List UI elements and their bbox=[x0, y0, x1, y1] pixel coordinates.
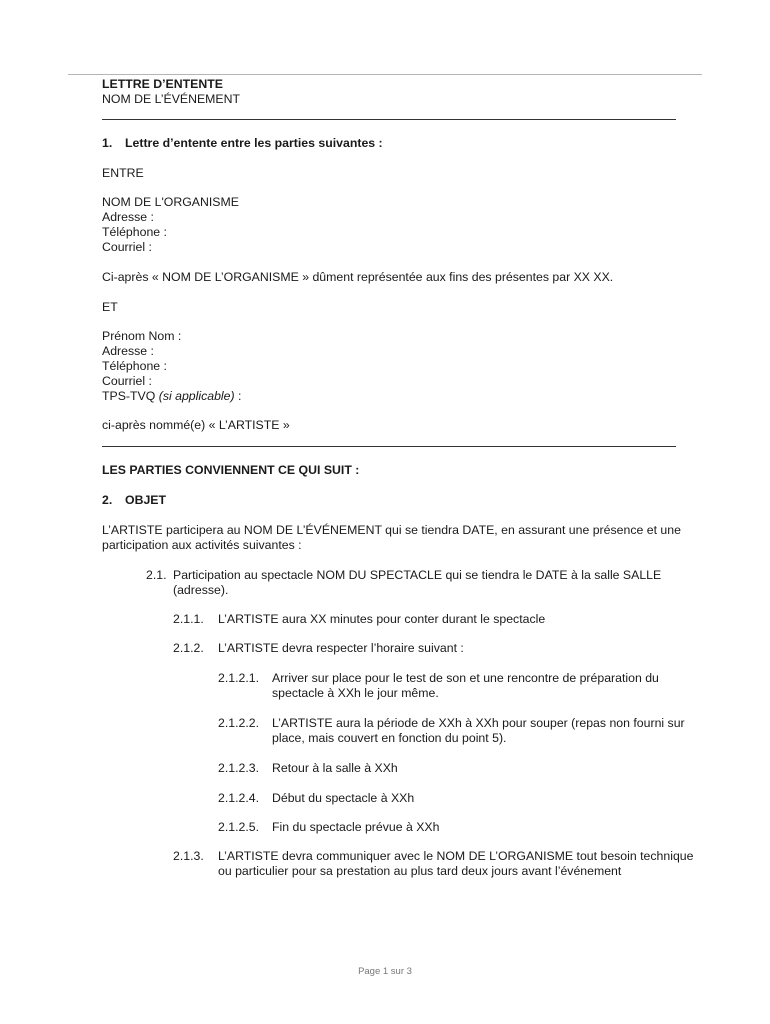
document-title: LETTRE D’ENTENTE bbox=[102, 77, 223, 91]
org-phone-label: Téléphone : bbox=[102, 225, 167, 239]
artist-named: ci-après nommé(e) « L’ARTISTE » bbox=[102, 418, 290, 432]
artist-address-label: Adresse : bbox=[102, 344, 154, 358]
page-top-rule bbox=[68, 74, 702, 75]
schedule-item-number: 2.1.2.5. bbox=[218, 820, 260, 834]
section-2-heading: OBJET bbox=[125, 493, 166, 507]
schedule-item-text: Début du spectacle à XXh bbox=[272, 791, 415, 805]
item-2-1-text: Participation au spectacle NOM DU SPECTACLE qui se tiendra le DATE à la salle SALLE (adresse). bbox=[173, 568, 662, 597]
schedule-item-number: 2.1.2.3. bbox=[218, 761, 260, 775]
item-2-1-1-text: L’ARTISTE aura XX minutes pour conter durant le spectacle bbox=[218, 612, 546, 626]
entre-label: ENTRE bbox=[102, 166, 144, 180]
schedule-item-text: Fin du spectacle prévue à XXh bbox=[272, 820, 440, 834]
section-1-number: 1. bbox=[102, 136, 113, 150]
separator-line bbox=[102, 446, 676, 447]
item-2-1-1-number: 2.1.1. bbox=[173, 612, 204, 626]
org-representation: Ci-après « NOM DE L’ORGANISME » dûment représentée aux fins des présentes par XX XX. bbox=[102, 270, 614, 284]
separator-line bbox=[102, 119, 676, 120]
org-address-label: Adresse : bbox=[102, 210, 154, 224]
item-2-1-2-text: L’ARTISTE devra respecter l’horaire suivant : bbox=[218, 641, 464, 655]
section-2-number: 2. bbox=[102, 493, 113, 507]
section-2-intro-line-1: L’ARTISTE participera au NOM DE L’ÉVÉNEMENT qui se tiendra DATE, en assurant une présence et une bbox=[102, 523, 681, 537]
artist-phone-label: Téléphone : bbox=[102, 359, 167, 373]
schedule-item-text: Retour à la salle à XXh bbox=[272, 761, 398, 775]
tax-prefix: TPS-TVQ bbox=[102, 389, 159, 403]
agreement-heading: LES PARTIES CONVIENNENT CE QUI SUIT : bbox=[102, 463, 360, 477]
item-2-1-3-text: L’ARTISTE devra communiquer avec le NOM DE L’ORGANISME tout besoin technique ou particulier pour sa prestation au plus tard deux jours avant l’événement bbox=[218, 849, 694, 878]
event-name: NOM DE L’ÉVÉNEMENT bbox=[102, 92, 241, 106]
schedule-item-text: Arriver sur place pour le test de son et une rencontre de préparation du spectacle à XXh le jour même. bbox=[272, 671, 659, 700]
artist-name-label: Prénom Nom : bbox=[102, 329, 182, 343]
org-email-label: Courriel : bbox=[102, 240, 152, 254]
schedule-item-text: L’ARTISTE aura la période de XXh à XXh pour souper (repas non fourni sur place, mais couvert en fonction du point 5). bbox=[272, 716, 685, 745]
item-2-1-number: 2.1. bbox=[146, 568, 167, 582]
artist-email-label: Courriel : bbox=[102, 374, 152, 388]
tax-applicable-note: (si applicable) bbox=[158, 389, 235, 403]
schedule-item-number: 2.1.2.1. bbox=[218, 671, 260, 685]
page-number: Page 1 sur 3 bbox=[358, 966, 412, 977]
et-label: ET bbox=[102, 300, 118, 314]
tax-suffix: : bbox=[234, 389, 242, 403]
schedule-item-number: 2.1.2.4. bbox=[218, 791, 260, 805]
org-name: NOM DE L'ORGANISME bbox=[102, 195, 239, 209]
item-2-1-2-number: 2.1.2. bbox=[173, 641, 204, 655]
section-1-heading: Lettre d’entente entre les parties suivantes : bbox=[125, 136, 383, 150]
item-2-1-3-number: 2.1.3. bbox=[173, 849, 204, 863]
schedule-item-number: 2.1.2.2. bbox=[218, 716, 260, 730]
artist-tax-label bbox=[102, 389, 241, 404]
section-2-intro-line-2: participation aux activités suivantes : bbox=[102, 538, 302, 552]
